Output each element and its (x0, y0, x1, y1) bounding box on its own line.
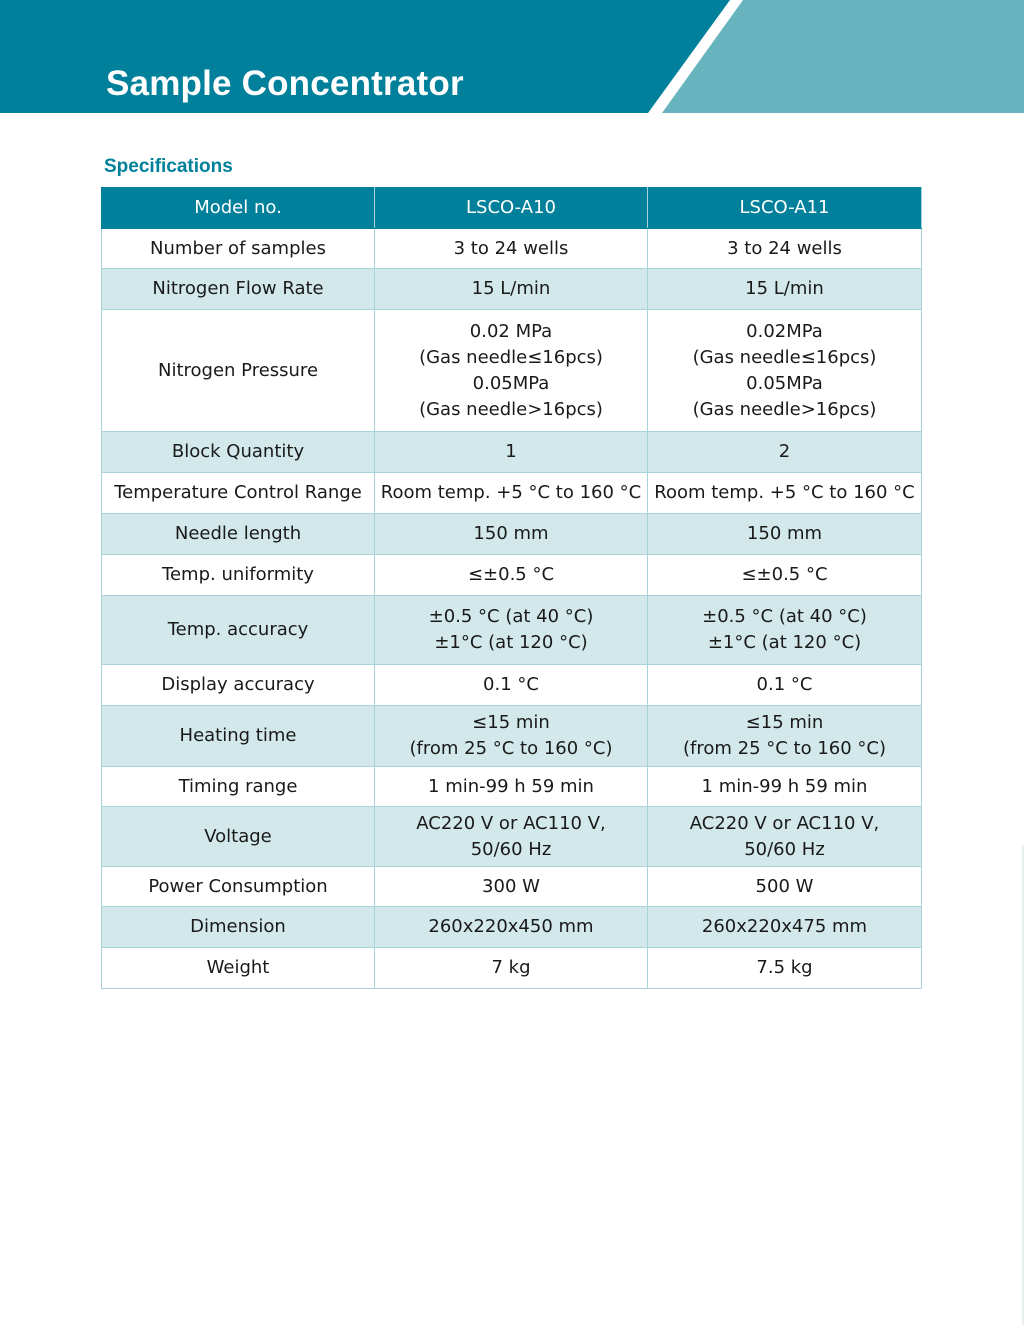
spec-label: Temperature Control Range (102, 473, 375, 514)
spec-value-line: 15 L/min (471, 278, 551, 299)
spec-value-a10 (375, 948, 648, 989)
spec-value-a11 (648, 767, 922, 807)
table-row (102, 867, 922, 907)
spec-value-line: 3 to 24 wells (727, 237, 842, 259)
spec-label: Heating time (102, 706, 375, 767)
spec-value-a10 (375, 473, 648, 514)
spec-value-line: ≤±0.5 °C (741, 564, 828, 585)
spec-value-line: 3 to 24 wells (453, 237, 569, 259)
spec-value-a10 (375, 807, 648, 867)
column-header-lsco-a11: LSCO-A11 (648, 188, 922, 229)
spec-label: Timing range (102, 767, 375, 807)
spec-label: Power Consumption (102, 867, 375, 907)
spec-value-a11 (648, 706, 922, 767)
page-title: Sample Concentrator (106, 64, 464, 103)
spec-value-a10 (375, 310, 648, 432)
spec-value-line: (Gas needle≤16pcs) (692, 346, 877, 368)
spec-value-line: 300 W (482, 875, 540, 897)
spec-value-line: AC220 V or AC110 V, (416, 812, 606, 834)
spec-value-line: (Gas needle>16pcs) (692, 398, 877, 420)
table-row (102, 767, 922, 807)
spec-value-a11 (648, 432, 922, 473)
spec-value-line: 7.5 kg (756, 957, 813, 978)
spec-value-a10 (375, 867, 648, 907)
table-row (102, 432, 922, 473)
spec-label: Dimension (102, 907, 375, 948)
spec-value-a11 (648, 269, 922, 310)
spec-label: Block Quantity (102, 432, 375, 473)
spec-value-a11 (648, 514, 922, 555)
table-row (102, 555, 922, 596)
table-row (102, 665, 922, 706)
spec-value-line: ≤15 min (745, 712, 824, 733)
spec-value-a10 (375, 555, 648, 596)
spec-value-line: Room temp. +5 °C to 160 °C (380, 482, 642, 503)
spec-value-a11 (648, 473, 922, 514)
spec-label: Needle length (102, 514, 375, 555)
spec-value-a11 (648, 807, 922, 867)
column-header-lsco-a10: LSCO-A10 (375, 188, 648, 229)
spec-value-a10 (375, 767, 648, 807)
spec-value-line: ±1°C (at 120 °C) (707, 632, 862, 653)
table-body (102, 229, 922, 989)
table-row (102, 706, 922, 767)
spec-value-line: 1 (505, 441, 517, 462)
spec-value-line: 2 (778, 441, 791, 462)
table-row (102, 310, 922, 432)
spec-label: Weight (102, 948, 375, 989)
spec-value-line: ≤±0.5 °C (467, 564, 555, 585)
spec-value-a11 (648, 867, 922, 907)
table-row (102, 907, 922, 948)
spec-value-line: 500 W (755, 875, 814, 897)
spec-value-a10 (375, 229, 648, 269)
spec-value-line: (Gas needle≤16pcs) (419, 346, 603, 368)
spec-value-a10 (375, 432, 648, 473)
spec-value-line: 1 min-99 h 59 min (428, 775, 594, 797)
spec-value-line: 1 min-99 h 59 min (701, 775, 868, 797)
spec-value-a11 (648, 596, 922, 665)
header-banner (0, 0, 1024, 113)
table-row (102, 473, 922, 514)
table-row (102, 514, 922, 555)
column-header-model: Model no. (102, 188, 375, 229)
spec-value-a10 (375, 706, 648, 767)
spec-label: Temp. uniformity (102, 555, 375, 596)
table-row (102, 596, 922, 665)
spec-label: Temp. accuracy (102, 596, 375, 665)
spec-value-line: 7 kg (491, 957, 531, 978)
spec-value-line: 50/60 Hz (470, 838, 552, 860)
spec-value-a11 (648, 948, 922, 989)
spec-value-line: Room temp. +5 °C to 160 °C (654, 482, 915, 503)
spec-value-line: ±0.5 °C (at 40 °C) (702, 606, 867, 627)
spec-value-line: 260x220x450 mm (428, 916, 594, 937)
spec-value-a10 (375, 665, 648, 706)
spec-value-line: 0.02 MPa (469, 320, 553, 342)
spec-label: Voltage (102, 807, 375, 867)
spec-value-line: AC220 V or AC110 V, (689, 812, 880, 834)
spec-value-line: 0.05MPa (746, 372, 823, 394)
table-row (102, 269, 922, 310)
spec-value-a10 (375, 907, 648, 948)
spec-value-line: (from 25 °C to 160 °C) (682, 738, 886, 759)
spec-label: Number of samples (102, 229, 375, 269)
spec-value-line: 0.1 °C (483, 674, 539, 695)
spec-value-a10 (375, 514, 648, 555)
spec-value-line: ≤15 min (472, 712, 550, 733)
spec-value-line: 0.02MPa (746, 320, 823, 342)
table-row (102, 948, 922, 989)
spec-value-line: 150 mm (746, 523, 823, 544)
spec-value-line: 15 L/min (745, 278, 824, 299)
specifications-table (101, 187, 922, 989)
table-row (102, 807, 922, 867)
spec-value-a11 (648, 555, 922, 596)
spec-value-a11 (648, 229, 922, 269)
spec-label: Nitrogen Pressure (102, 310, 375, 432)
spec-value-line: 260x220x475 mm (701, 916, 868, 937)
spec-value-line: 0.1 °C (756, 674, 813, 695)
table-row (102, 229, 922, 269)
spec-label: Nitrogen Flow Rate (102, 269, 375, 310)
spec-value-a10 (375, 596, 648, 665)
spec-value-line: ±1°C (at 120 °C) (434, 632, 588, 653)
spec-value-a11 (648, 907, 922, 948)
spec-value-line: 50/60 Hz (744, 838, 825, 860)
table-header-row (102, 188, 922, 229)
spec-label: Display accuracy (102, 665, 375, 706)
spec-value-line: (Gas needle>16pcs) (419, 398, 603, 420)
spec-value-line: 0.05MPa (472, 372, 550, 394)
section-title: Specifications (104, 156, 233, 177)
spec-value-line: ±0.5 °C (at 40 °C) (428, 606, 594, 627)
spec-value-line: (from 25 °C to 160 °C) (409, 738, 613, 759)
spec-value-a11 (648, 665, 922, 706)
spec-value-a11 (648, 310, 922, 432)
spec-value-line: 150 mm (473, 523, 549, 544)
spec-value-a10 (375, 269, 648, 310)
